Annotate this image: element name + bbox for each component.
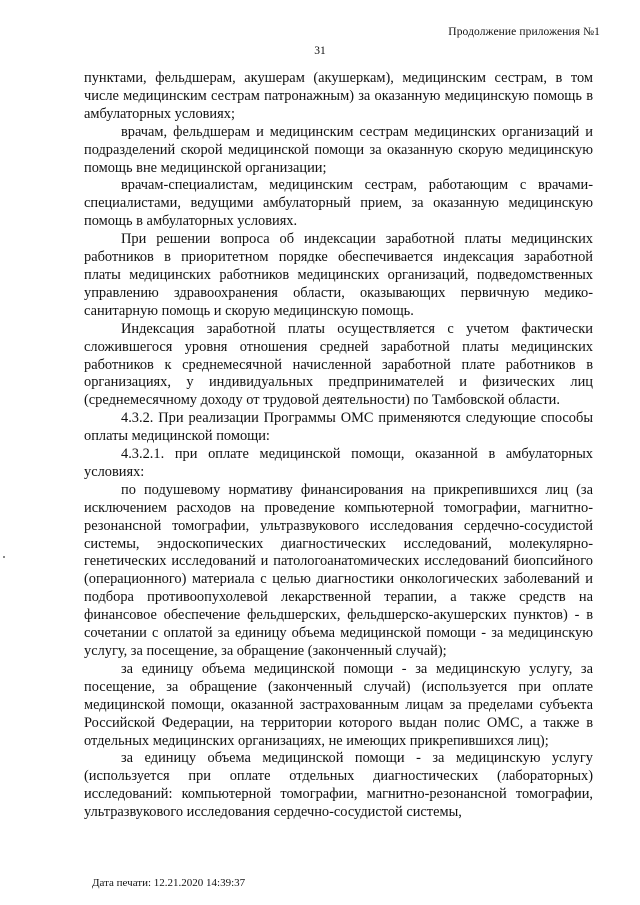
paragraph: 4.3.2.1. при оплате медицинской помощи, оказанной в амбулаторных условиях:: [84, 446, 593, 480]
document-body: [84, 70, 593, 822]
paragraph: врачам, фельдшерам и медицинским сестрам медицинских организаций и подразделений скорой медицинской помощи за оказанную скорую медицинскую помощь вне медицинской организации;: [84, 123, 593, 176]
appendix-continuation-note: Продолжение приложения №1: [448, 26, 600, 38]
paragraph: При решении вопроса об индексации заработной платы медицинских работников в приоритетном порядке обеспечивается индексация заработной платы медицинских работников медицинских организаций, подведомственных управлению здравоохранения области, оказывающих первичную медико-санитарную помощь и скорую медицинскую помощь.: [84, 231, 593, 319]
paragraph: 4.3.2. При реализации Программы ОМС применяются следующие способы оплаты медицинской помощи:: [84, 410, 593, 445]
page-number: 31: [314, 45, 326, 57]
paragraph: за единицу объема медицинской помощи - за медицинскую услугу (используется при оплате отдельных диагностических (лабораторных) исследований: компьютерной томографии, магнитно-резонансной томографии, ультразвукового исследования сердечно-сосудистой системы,: [84, 750, 593, 821]
paragraph: Индексация заработной платы осуществляется с учетом фактически сложившегося уровня отношения средней заработной платы медицинских работников к среднемесячной начисленной заработной плате работников в организациях, у индивидуальных предпринимателей и физических лиц (среднемесячному доходу от трудовой деятельности) по Тамбовской области.: [84, 320, 593, 409]
paragraph: за единицу объема медицинской помощи - за медицинскую услугу, за посещение, за обращение (законченный случай) (используется при оплате медицинской помощи, оказанной застрахованным лицам за пределами субъекта Российской Федерации, на территории которого выдан полис ОМС, а также в отдельных медицинских организациях, не имеющих прикрепившихся лиц);: [84, 660, 593, 749]
paragraph: пунктами, фельдшерам, акушерам (акушеркам), медицинским сестрам, в том числе медицинским сестрам патронажным) за оказанную медицинскую помощь в амбулаторных условиях;: [84, 70, 593, 122]
print-date-footer: Дата печати: 12.21.2020 14:39:37: [92, 877, 246, 889]
paragraph: по подушевому нормативу финансирования на прикрепившихся лиц (за исключением расходов на проведение компьютерной томографии, магнитно-резонансной томографии, ультразвукового исследования сердечно-сосудистой системы, эндоскопических диагностических исследований, молекулярно-генетических исследований и патологоанатомических исследований биопсийного (операционного) материала с целью диагностики онкологических заболеваний и подбора противоопухолевой лекарственной терапии, а также средств на финансовое обеспечение фельдшерских, фельдшерско-акушерских пунктов) - в сочетании с оплатой за единицу объема медицинской помощи - за медицинскую услугу, за посещение, за обращение (законченный случай);: [84, 481, 593, 659]
scan-speck: [3, 556, 5, 558]
paragraph: врачам-специалистам, медицинским сестрам, работающим с врачами-специалистами, ведущими амбулаторный прием, за оказанную медицинскую помощь в амбулаторных условиях.: [84, 177, 593, 230]
